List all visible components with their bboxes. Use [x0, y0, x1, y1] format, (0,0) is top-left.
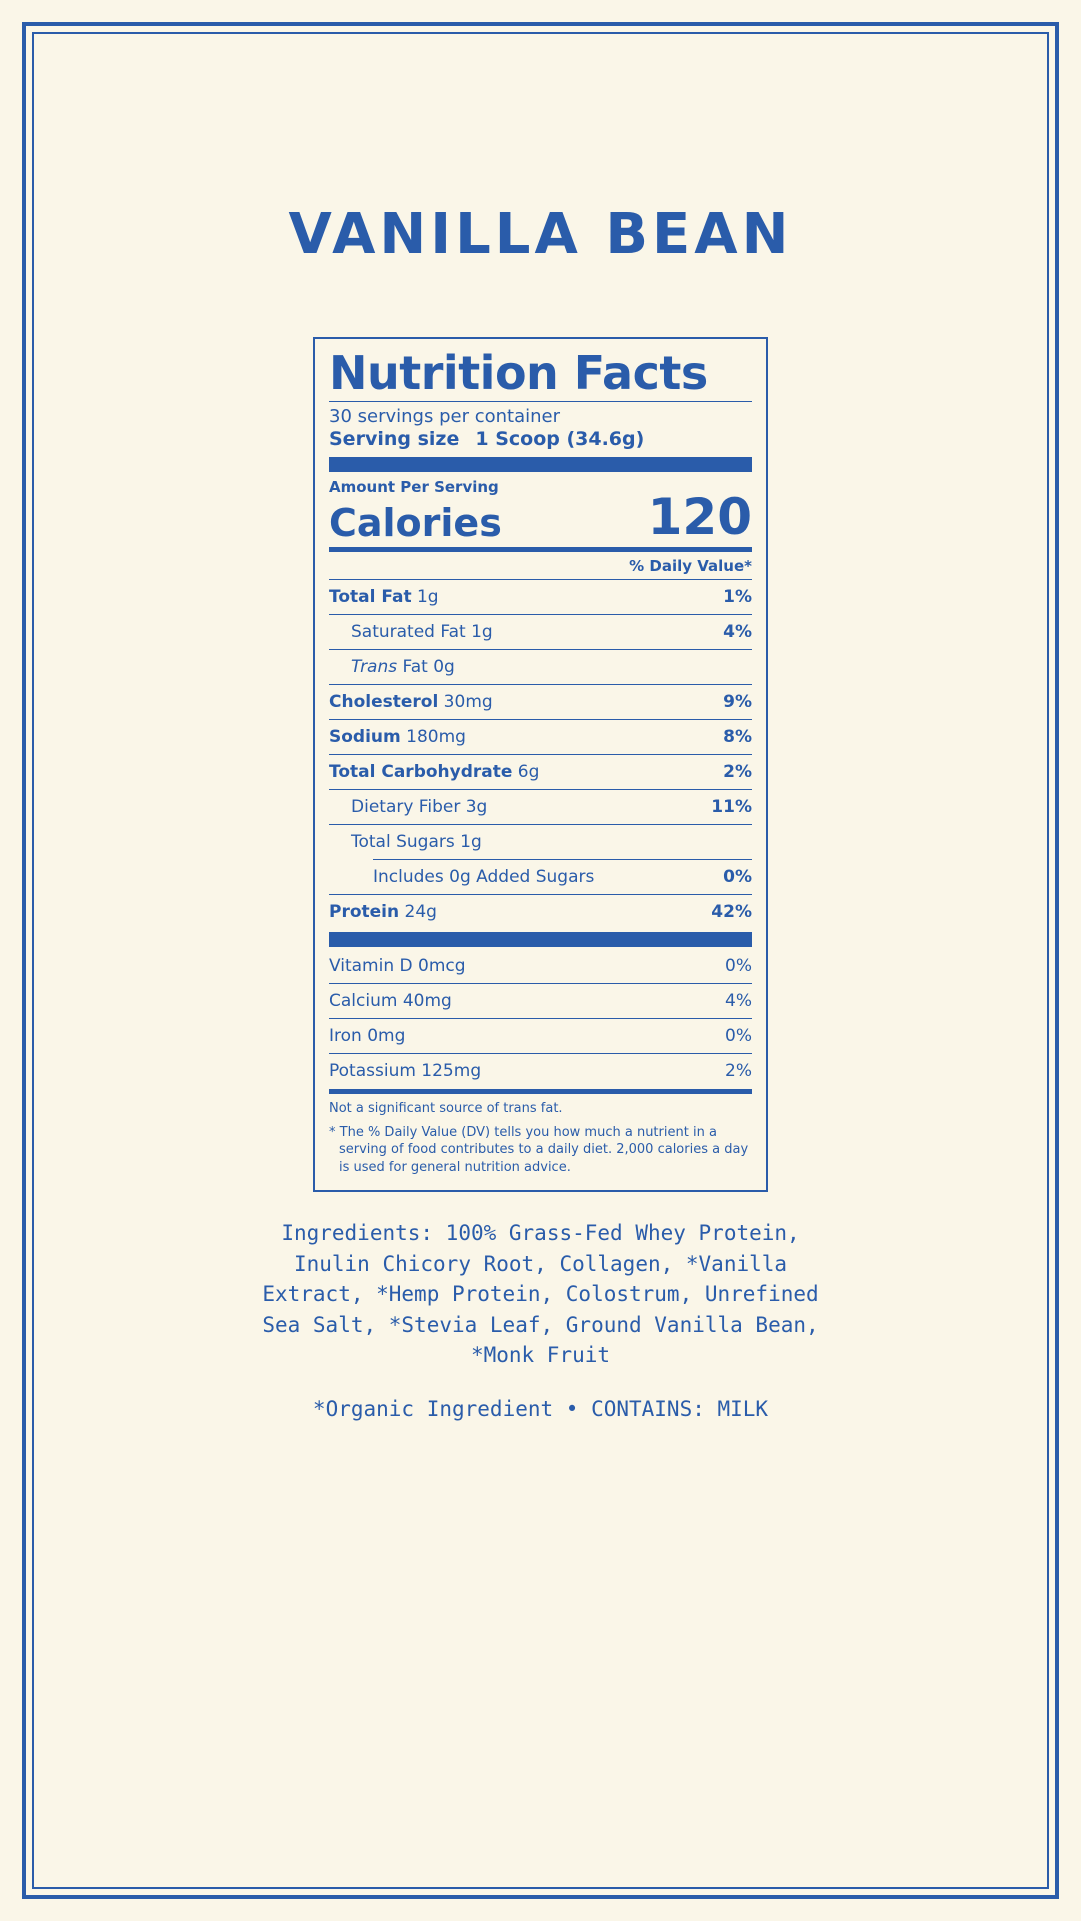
nutrient-row-sodium	[329, 724, 752, 750]
nutrient-name: Total Fat	[329, 587, 412, 608]
page-title: VANILLA BEAN	[288, 202, 793, 267]
calories-label: Calories	[329, 501, 502, 546]
calories-row	[329, 488, 752, 547]
micronutrient-dv: 2%	[725, 1061, 752, 1082]
nutrient-dv: 11%	[711, 797, 752, 818]
nutrient-row-total-carbohydrate	[329, 759, 752, 785]
daily-value-header: % Daily Value*	[629, 557, 752, 576]
nutrient-row-saturated-fat	[329, 619, 752, 645]
footnote-daily-value: * The % Daily Value (DV) tells you how much a nutrient in a serving of food contributes to a daily diet. 2,000 calories a day is used for general nutrition advice.	[329, 1124, 749, 1175]
footnotes	[329, 1100, 752, 1176]
micronutrient-dv: 0%	[725, 1026, 752, 1047]
micronutrient-row-calcium	[329, 988, 752, 1014]
micronutrient-name: Vitamin D 0mcg	[329, 956, 466, 977]
nutrient-dv: 2%	[723, 762, 752, 783]
micronutrient-dv: 0%	[725, 956, 752, 977]
nutrient-dv: 0%	[723, 867, 752, 888]
nutrient-name: Total Carbohydrate	[329, 762, 513, 783]
nutrient-dv: 42%	[711, 902, 752, 923]
divider	[329, 579, 752, 580]
nutrient-row-total-fat	[329, 584, 752, 610]
nutrient-name: Includes 0g Added Sugars	[373, 867, 595, 888]
divider	[373, 859, 752, 860]
servings-per-container: 30 servings per container	[329, 406, 560, 428]
nutrient-dv: 8%	[723, 727, 752, 748]
divider-medium	[329, 547, 752, 552]
nutrient-name: Protein	[329, 902, 400, 923]
nutrient-amount: 6g	[512, 762, 540, 783]
nutrient-dv: 4%	[723, 622, 752, 643]
nutrient-name: Dietary Fiber 3g	[351, 797, 488, 818]
serving-size-label: Serving size	[329, 428, 460, 451]
nutrient-row-total-sugars	[329, 829, 752, 855]
nutrient-name: Cholesterol	[329, 692, 439, 713]
nutrient-name: Total Sugars 1g	[351, 832, 482, 853]
nutrient-dv: 9%	[723, 692, 752, 713]
thick-divider-top	[329, 457, 752, 472]
divider	[329, 754, 752, 755]
micronutrient-name: Calcium 40mg	[329, 991, 452, 1012]
divider	[329, 649, 752, 650]
nutrient-row-dietary-fiber	[329, 794, 752, 820]
nutrient-row-cholesterol	[329, 689, 752, 715]
serving-size-value: 1 Scoop (34.6g)	[475, 428, 645, 451]
nutrition-facts-panel	[313, 337, 768, 1192]
divider	[329, 1018, 752, 1019]
nutrient-row-protein	[329, 899, 752, 925]
micronutrient-dv: 4%	[725, 991, 752, 1012]
nutrient-amount: 180mg	[400, 727, 466, 748]
micronutrient-name: Potassium 125mg	[329, 1061, 482, 1082]
divider	[329, 719, 752, 720]
nutrient-row-added-sugars	[329, 864, 752, 890]
micronutrient-row-iron	[329, 1023, 752, 1049]
footnote-trans-fat: Not a significant source of trans fat.	[329, 1101, 563, 1117]
allergen-note: *Organic Ingredient • CONTAINS: MILK	[312, 1396, 769, 1421]
nutrient-name: Sodium	[329, 727, 401, 748]
thick-divider-micros	[329, 932, 752, 947]
divider	[329, 789, 752, 790]
nutrient-name-italic: Trans	[351, 657, 398, 678]
divider-medium-bottom	[329, 1089, 752, 1094]
amount-per-serving-label: Amount Per Serving	[329, 478, 499, 497]
divider	[329, 614, 752, 615]
divider	[329, 1053, 752, 1054]
nutrition-facts-title: Nutrition Facts	[329, 346, 708, 400]
ingredients-text: Ingredients: 100% Grass-Fed Whey Protein, Inulin Chicory Root, Collagen, *Vanilla Extract, *Hemp Protein, Colostrum, Unrefined Sea Salt, *Stevia Leaf, Ground Vanilla Bean, *Monk Fruit	[262, 1221, 819, 1368]
nutrient-amount: 1g	[411, 587, 439, 608]
nutrient-row-trans-fat	[329, 654, 752, 680]
nutrient-dv: 1%	[723, 587, 752, 608]
label-content	[22, 22, 1059, 1421]
serving-size-row	[329, 428, 752, 450]
calories-value: 120	[647, 488, 752, 547]
nutrient-amount: 24g	[399, 902, 437, 923]
divider	[329, 894, 752, 895]
divider	[329, 983, 752, 984]
divider	[329, 684, 752, 685]
nutrient-amount: 30mg	[438, 692, 493, 713]
divider	[329, 401, 752, 402]
micronutrient-row-potassium	[329, 1058, 752, 1084]
divider	[329, 824, 752, 825]
nutrient-name: Saturated Fat 1g	[351, 622, 493, 643]
micronutrient-row-vitamin-d	[329, 953, 752, 979]
micronutrient-name: Iron 0mg	[329, 1026, 406, 1047]
nutrient-amount: Fat 0g	[397, 657, 455, 678]
